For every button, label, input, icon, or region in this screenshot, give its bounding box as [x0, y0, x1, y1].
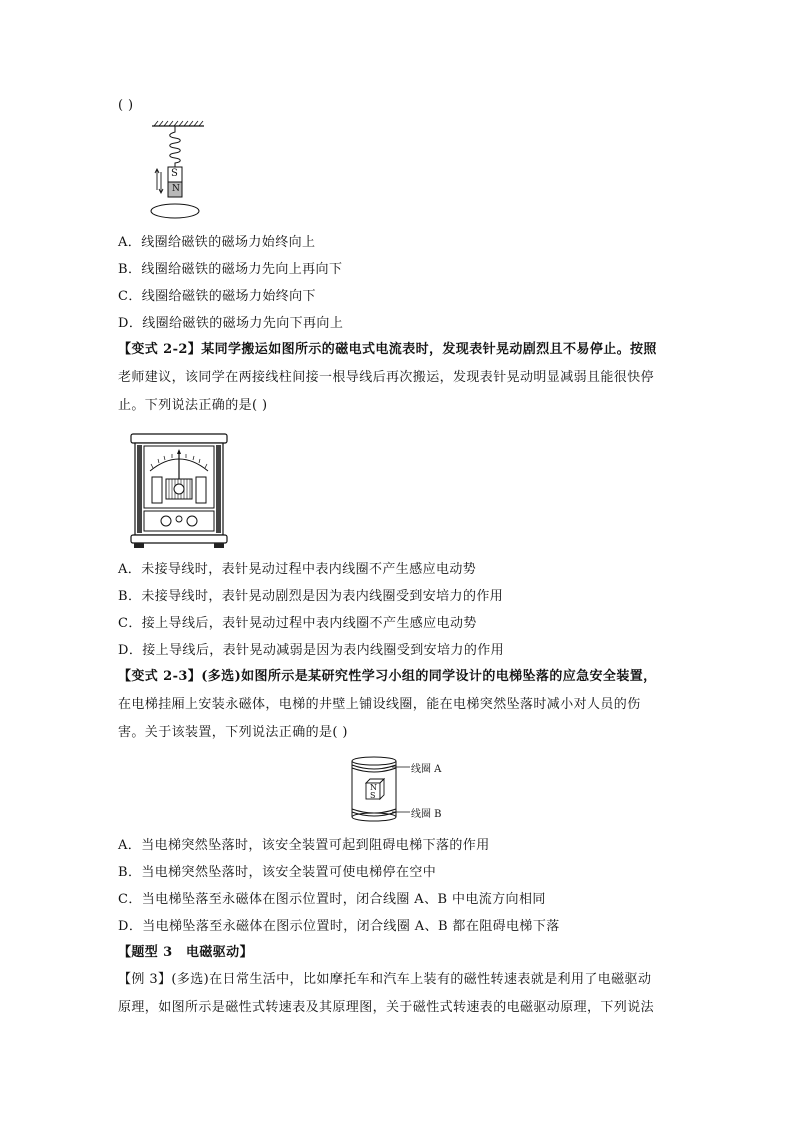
- question-2-3-line-1: 【变式 2-3】(多选)如图所示是某研究性学习小组的同学设计的电梯坠落的应急安全装置，: [118, 669, 657, 684]
- question-2-2-option-a: A．未接导线时，表针晃动过程中表内线圈不产生感应电动势: [118, 562, 477, 577]
- pole-s-label: S: [171, 168, 178, 179]
- option-b: B．线圈给磁铁的磁场力先向上再向下: [118, 262, 343, 277]
- coil-a-label: 线圈 A: [411, 764, 442, 775]
- galvanometer-figure: [128, 433, 230, 551]
- question-2-3-option-a: A．当电梯突然坠落时，该安全装置可起到阻碍电梯下落的作用: [118, 838, 490, 853]
- question-2-3-option-c: C．当电梯坠落至永磁体在图示位置时，闭合线圈 A、B 中电流方向相同: [118, 892, 546, 907]
- question-2-2: [118, 336, 678, 420]
- question-2-2-line-2: 老师建议，该同学在两接线柱间接一根导线后再次搬运，发现表针晃动明显减弱且能很快停: [118, 370, 655, 385]
- example-3-line-1: 【例 3】(多选)在日常生活中，比如摩托车和汽车上装有的磁性转速表就是利用了电磁驱动: [118, 972, 652, 987]
- elevator-coil-figure: [346, 755, 466, 827]
- example-3: [118, 966, 678, 1022]
- question-2-3-line-3: 害。关于该装置，下列说法正确的是( ): [118, 725, 348, 740]
- question-2-2-option-d: D．接上导线后，表针晃动减弱是因为表内线圈受到安培力的作用: [118, 643, 505, 658]
- question-2-2-option-c: C．接上导线后，表针晃动过程中表内线圈不产生感应电动势: [118, 616, 477, 631]
- section-heading: 【题型 3 电磁驱动】: [118, 945, 253, 960]
- spring-magnet-figure: [148, 118, 228, 220]
- question-2-3-option-d: D．当电梯坠落至永磁体在图示位置时，闭合线圈 A、B 都在阻碍电梯下落: [118, 919, 560, 934]
- answer-paren: ( ): [118, 98, 134, 113]
- example-3-line-2: 原理，如图所示是磁性式转速表及其原理图，关于磁性式转速表的电磁驱动原理，下列说法: [118, 1000, 655, 1015]
- option-a: A．线圈给磁铁的磁场力始终向上: [118, 235, 316, 250]
- question-2-3-line-2: 在电梯挂厢上安装永磁体，电梯的井壁上铺设线圈，能在电梯突然坠落时减小对人员的伤: [118, 697, 641, 712]
- question-2-3-option-b: B．当电梯突然坠落时，该安全装置可使电梯停在空中: [118, 865, 437, 880]
- option-c: C．线圈给磁铁的磁场力始终向下: [118, 289, 316, 304]
- question-2-2-option-b: B．未接导线时，表针晃动剧烈是因为表内线圈受到安培力的作用: [118, 589, 504, 604]
- option-d: D．线圈给磁铁的磁场力先向下再向上: [118, 316, 344, 331]
- pole-n-label: N: [172, 184, 180, 194]
- magnet-pole-s: S: [370, 791, 376, 800]
- question-2-2-line-1: 【变式 2-2】某同学搬运如图所示的磁电式电流表时，发现表针晃动剧烈且不易停止。按照: [118, 342, 657, 357]
- question-2-2-line-3: 止。下列说法正确的是( ): [118, 398, 268, 413]
- magnet-pole-n: N: [370, 783, 377, 792]
- coil-b-label: 线圈 B: [411, 809, 442, 820]
- question-2-3: [118, 663, 678, 747]
